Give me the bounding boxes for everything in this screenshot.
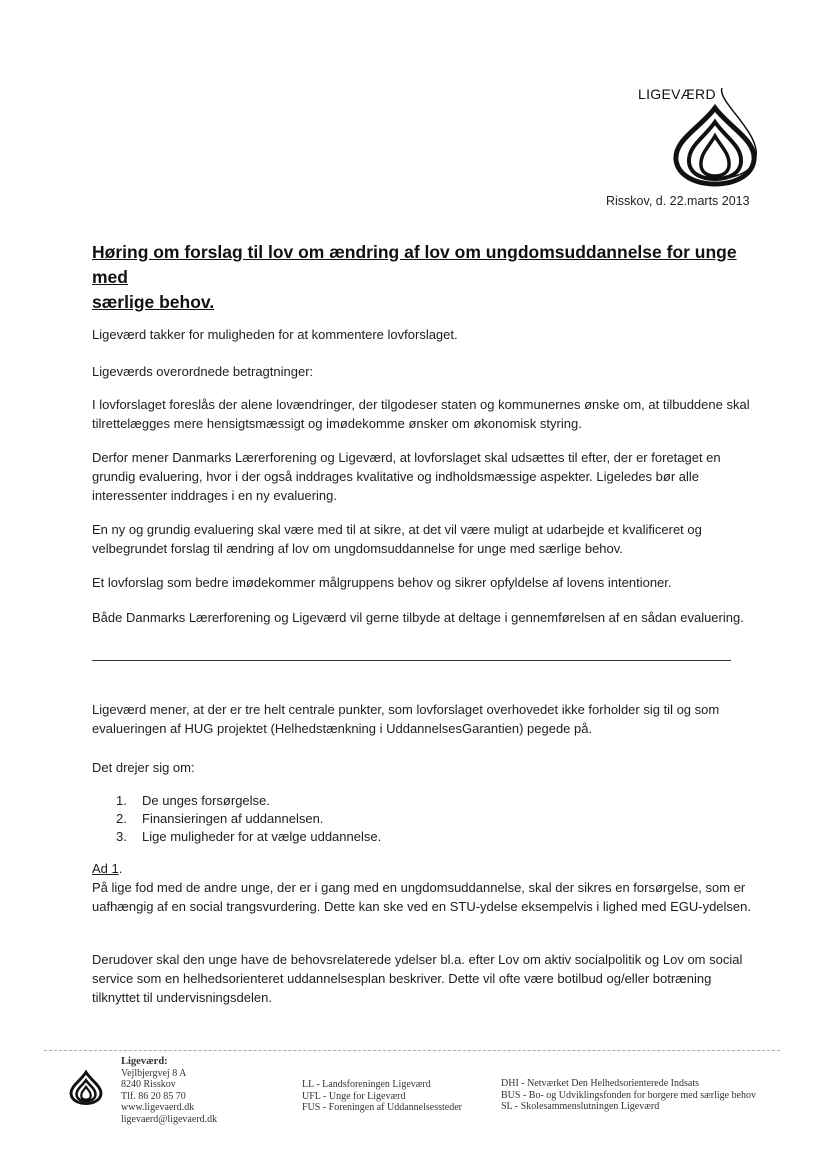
paragraph-thanks: Ligeværd takker for muligheden for at kommentere lovforslaget. — [92, 327, 458, 342]
footer-org-item: BUS - Bo- og Udviklingsfonden for borgere med særlige behov — [501, 1089, 757, 1101]
footer-phone: Tlf. 86 20 85 70 — [121, 1090, 186, 1102]
paragraph-support: På lige fod med de andre unge, der er i gang med en ungdomsuddannelse, skal der sikres en forsørgelse, som er uafhængig af en social trangsvurdering. Dette kan ske ved en STU-ydelse eksempelvis i lighed med EGU-ydelsen. — [92, 880, 752, 914]
footer-org-name: Ligeværd: — [121, 1056, 168, 1067]
ligevaerd-flame-logo-icon — [660, 80, 770, 190]
footer-org-item: LL - Landsforeningen Ligeværd — [302, 1079, 431, 1090]
ad-label: Ad 1 — [92, 861, 119, 876]
list-number: 2. — [116, 811, 127, 826]
list-item — [116, 810, 381, 828]
paragraph-evaluation: En ny og grundig evaluering skal være med til at sikre, at det vil være muligt at udarbejde et kvalificeret og velbegrundet forslag til ændring af lov om ungdomsuddannelse for unge med særlige behov. — [92, 522, 702, 556]
footer-org-item: FUS - Foreningen af Uddannelsessteder — [302, 1102, 462, 1113]
paragraph-postpone: Derfor mener Danmarks Lærerforening og Ligeværd, at lovforslaget skal udsættes til efter, der er foretaget en grundig evaluering, hvor i der også inddrages kvalitative og indholdsmæssige aspekter. Ligeledes bør alle interessenter inddrages i en ny evaluering. — [92, 450, 721, 503]
list-item — [116, 792, 381, 810]
section-ad-1-heading — [92, 859, 762, 878]
points-list — [116, 792, 381, 846]
footer-street: Vejlbjergvej 8 A — [121, 1067, 187, 1079]
footer-org-item: UFL - Unge for Ligeværd — [302, 1090, 406, 1102]
list-number: 3. — [116, 829, 127, 844]
logo-wordmark: LIGEVÆRD — [638, 86, 716, 102]
list-text: Lige muligheder for at vælge uddannelse. — [142, 829, 382, 844]
section-divider — [92, 660, 731, 661]
paragraph-services: Derudover skal den unge have de behovsrelaterede ydelser bl.a. efter Lov om aktiv socialpolitik og Lov om social service som en helhedsorienteret uddannelsesplan beskriver. Dette vil ofte være botilbud og/eller botræning tilknyttet til undervisningsdelen. — [92, 952, 743, 1005]
footer-organizations-2 — [501, 1078, 756, 1113]
footer-divider — [44, 1050, 780, 1051]
footer-city: 8240 Risskov — [121, 1079, 176, 1090]
footer-flame-logo-icon — [66, 1065, 106, 1105]
footer-email-link[interactable]: ligevaerd@ligevaerd.dk — [121, 1113, 218, 1125]
paragraph-concerns: Det drejer sig om: — [92, 760, 195, 775]
footer-website-link[interactable]: www.ligevaerd.dk — [121, 1102, 195, 1113]
paragraph-central-points: Ligeværd mener, at der er tre helt centrale punkter, som lovforslaget overhovedet ikke forholder sig til og som evalueringen af HUG projektet (Helhedstænkning i UddannelsesGarantien) pegede på. — [92, 702, 720, 736]
title-line-1: Høring om forslag til lov om ændring af lov om ungdomsuddannelse for unge med — [92, 242, 737, 287]
title-period: . — [209, 292, 215, 312]
paragraph-better-proposal: Et lovforslag som bedre imødekommer målgruppens behov og sikrer opfyldelse af lovens intentioner. — [92, 575, 672, 590]
footer-address — [121, 1056, 217, 1125]
document-date: Risskov, d. 22.marts 2013 — [606, 194, 750, 208]
document-title — [92, 240, 752, 315]
list-item — [116, 828, 381, 846]
paragraph-overall-heading: Ligeværds overordnede betragtninger: — [92, 364, 314, 379]
paragraph-offer: Både Danmarks Lærerforening og Ligeværd vil gerne tilbyde at deltage i gennemførelsen af en sådan evaluering. — [92, 610, 744, 625]
list-number: 1. — [116, 793, 127, 808]
footer-org-item: DHI - Netværket Den Helhedsorienterede Indsats — [501, 1078, 699, 1089]
footer-org-item: SL - Skolesammenslutningen Ligeværd — [501, 1101, 660, 1112]
footer-organizations-1 — [302, 1079, 462, 1114]
paragraph-proposal: I lovforslaget foreslås der alene lovændringer, der tilgodeser staten og kommunernes ønske om, at tilbuddene skal tilrettelægges mere hensigtsmæssigt og imødekomme ønsker om økonomisk styring. — [92, 397, 750, 431]
ad-period: . — [118, 861, 123, 876]
list-text: De unges forsørgelse. — [142, 793, 270, 808]
title-line-2: særlige behov — [92, 292, 210, 312]
list-text: Finansieringen af uddannelsen. — [142, 811, 324, 826]
